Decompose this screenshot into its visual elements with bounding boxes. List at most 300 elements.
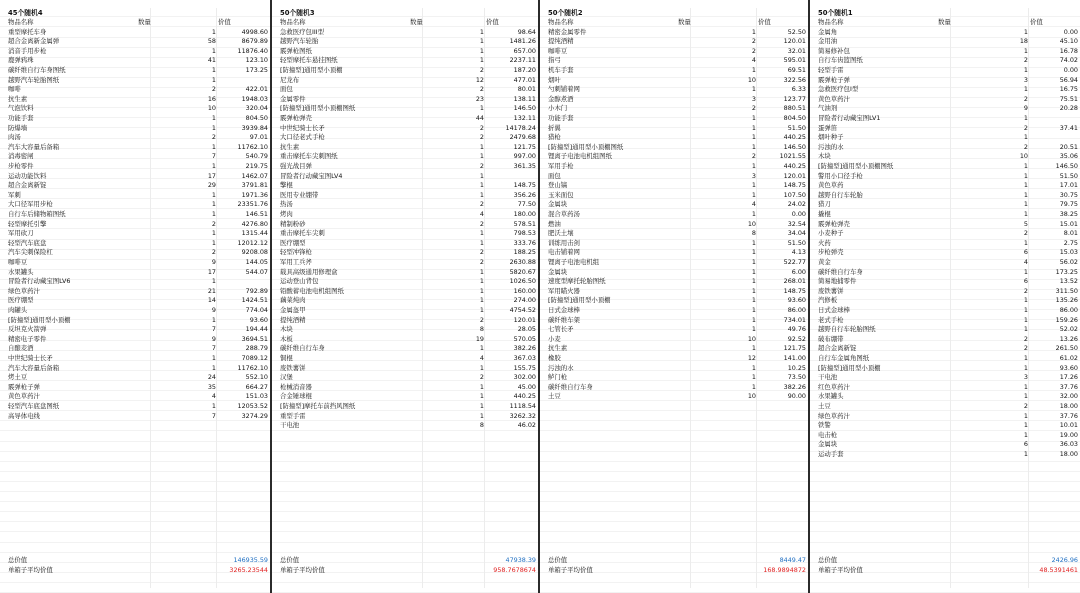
cell-value[interactable]: 2237.11: [509, 56, 536, 65]
cell-item-name[interactable]: 碳纤维自行车身: [818, 267, 863, 276]
cell-item-name[interactable]: 运动登山背包: [280, 277, 319, 286]
cell-item-name[interactable]: 黄金: [818, 258, 831, 266]
cell-value[interactable]: 382.26: [513, 344, 536, 353]
cell-quantity[interactable]: 2: [479, 133, 484, 142]
average-value[interactable]: 48.5391461: [1039, 566, 1078, 574]
cell-quantity[interactable]: 5: [1023, 219, 1028, 228]
cell-value[interactable]: 5820.67: [509, 267, 536, 276]
cell-quantity[interactable]: 1: [751, 238, 756, 247]
total-value[interactable]: 47938.39: [505, 556, 536, 564]
cell-quantity[interactable]: 44: [475, 114, 484, 122]
cell-item-name[interactable]: 自酿麦酒: [8, 344, 34, 353]
cell-value[interactable]: 120.01: [783, 171, 806, 180]
cell-value[interactable]: 544.07: [245, 267, 268, 276]
cell-value[interactable]: 80.01: [517, 85, 536, 94]
cell-quantity[interactable]: 1: [479, 56, 484, 65]
cell-item-name[interactable]: 重击摩托车尖刺图纸: [280, 152, 338, 161]
cell-item-name[interactable]: 军用工兵斧: [280, 258, 312, 266]
cell-item-name[interactable]: 擎棍: [280, 181, 293, 190]
cell-value[interactable]: 734.01: [783, 315, 806, 324]
cell-item-name[interactable]: 玉米面包: [548, 190, 574, 199]
cell-value[interactable]: 52.50: [787, 27, 806, 36]
cell-item-name[interactable]: [防撞型]摩托车前挡风图纸: [280, 402, 356, 410]
total-value[interactable]: 2426.96: [1051, 556, 1078, 564]
cell-quantity[interactable]: 1: [479, 171, 484, 180]
cell-quantity[interactable]: 2: [1023, 142, 1028, 151]
cell-item-name[interactable]: [防撞型]通用型小顶棚: [8, 315, 71, 324]
cell-value[interactable]: 173.25: [245, 66, 268, 74]
cell-quantity[interactable]: 1: [211, 123, 216, 132]
cell-item-name[interactable]: 自行车金属角图纸: [818, 354, 870, 362]
cell-value[interactable]: 997.00: [513, 152, 536, 161]
cell-value[interactable]: 51.50: [787, 238, 806, 247]
cell-quantity[interactable]: 8: [751, 229, 756, 238]
cell-value[interactable]: 11762.10: [237, 363, 268, 372]
cell-quantity[interactable]: 1: [751, 363, 756, 372]
cell-quantity[interactable]: 1: [1023, 421, 1028, 430]
cell-item-name[interactable]: 烤土豆: [8, 373, 28, 382]
cell-quantity[interactable]: 2: [479, 123, 484, 132]
cell-value[interactable]: 4276.80: [241, 219, 268, 228]
cell-quantity[interactable]: 1: [479, 277, 484, 286]
cell-quantity[interactable]: 2: [1023, 286, 1028, 295]
header-quantity[interactable]: 数量: [678, 18, 691, 26]
cell-quantity[interactable]: 2: [1023, 229, 1028, 238]
cell-value[interactable]: 1971.36: [241, 190, 268, 199]
cell-item-name[interactable]: 训练用击剑: [548, 238, 580, 247]
cell-item-name[interactable]: 七管长矛: [548, 325, 574, 334]
cell-item-name[interactable]: 霰弹枪子弹: [8, 382, 40, 391]
cell-quantity[interactable]: 1: [479, 267, 484, 276]
cell-quantity[interactable]: 2: [751, 46, 756, 55]
cell-quantity[interactable]: 1: [751, 123, 756, 132]
cell-item-name[interactable]: 碳纤维自行车身图纸: [8, 66, 66, 74]
header-value[interactable]: 价值: [1030, 18, 1043, 26]
cell-quantity[interactable]: 1: [479, 238, 484, 247]
cell-item-name[interactable]: 干电池: [818, 373, 838, 382]
cell-quantity[interactable]: 1: [1023, 296, 1028, 305]
cell-item-name[interactable]: 越野自行车轮胎: [818, 190, 863, 199]
cell-value[interactable]: 98.64: [517, 27, 536, 36]
cell-value[interactable]: 440.25: [513, 392, 536, 401]
cell-item-name[interactable]: 肉汤: [8, 133, 21, 142]
cell-quantity[interactable]: 2: [479, 315, 484, 324]
cell-quantity[interactable]: 2: [751, 104, 756, 113]
cell-value[interactable]: 155.75: [513, 363, 536, 372]
cell-quantity[interactable]: 2: [479, 85, 484, 94]
cell-quantity[interactable]: 9: [211, 306, 216, 314]
cell-value[interactable]: 160.00: [513, 286, 536, 295]
cell-value[interactable]: 477.01: [513, 75, 536, 84]
cell-quantity[interactable]: 1: [751, 133, 756, 142]
cell-quantity[interactable]: 1: [211, 229, 216, 238]
cell-item-name[interactable]: 破布绷带: [818, 334, 844, 343]
cell-value[interactable]: 302.00: [513, 373, 536, 382]
cell-value[interactable]: 664.27: [245, 382, 268, 391]
cell-quantity[interactable]: 7: [211, 411, 216, 420]
cell-quantity[interactable]: 1: [1023, 114, 1028, 122]
cell-value[interactable]: 97.01: [249, 133, 268, 142]
cell-value[interactable]: 159.26: [1055, 315, 1078, 324]
cell-quantity[interactable]: 1: [1023, 27, 1028, 36]
cell-item-name[interactable]: 轻型冲锋枪: [280, 248, 312, 257]
cell-item-name[interactable]: 水果罐头: [8, 267, 34, 276]
cell-value[interactable]: 75.51: [1059, 94, 1078, 103]
cell-quantity[interactable]: 1: [1023, 181, 1028, 190]
cell-item-name[interactable]: 越野汽车轮胎: [280, 37, 319, 46]
cell-quantity[interactable]: 1: [1023, 171, 1028, 180]
cell-quantity[interactable]: 2: [211, 133, 216, 142]
cell-value[interactable]: 1118.54: [509, 402, 536, 410]
cell-value[interactable]: 333.76: [513, 238, 536, 247]
header-item-name[interactable]: 物品名称: [8, 18, 34, 26]
cell-value[interactable]: 804.50: [783, 114, 806, 122]
cell-item-name[interactable]: 金属块: [548, 267, 568, 276]
cell-value[interactable]: 1315.44: [241, 229, 268, 238]
average-value[interactable]: 958.7678674: [493, 566, 536, 574]
cell-value[interactable]: 8679.89: [241, 37, 268, 46]
cell-value[interactable]: 2479.68: [509, 133, 536, 142]
cell-item-name[interactable]: 军用瞄火器: [548, 286, 580, 295]
cell-item-name[interactable]: 中世纪骑士长矛: [8, 354, 53, 362]
cell-quantity[interactable]: 2: [479, 373, 484, 382]
cell-quantity[interactable]: 1: [751, 277, 756, 286]
cell-quantity[interactable]: 35: [207, 382, 216, 391]
cell-quantity[interactable]: 1: [211, 200, 216, 209]
cell-item-name[interactable]: 步枪弹壳: [818, 248, 844, 257]
cell-quantity[interactable]: 8: [479, 325, 484, 334]
cell-quantity[interactable]: 1: [479, 27, 484, 36]
cell-item-name[interactable]: 精制粉砂: [280, 219, 306, 228]
cell-item-name[interactable]: 登山镐: [548, 181, 568, 190]
cell-quantity[interactable]: 2: [479, 162, 484, 170]
cell-quantity[interactable]: 4: [751, 200, 756, 209]
cell-quantity[interactable]: 2: [479, 258, 484, 266]
cell-quantity[interactable]: 1: [479, 363, 484, 372]
cell-item-name[interactable]: 强光战目弹: [280, 162, 312, 170]
total-value[interactable]: 8449.47: [779, 556, 806, 564]
cell-value[interactable]: 151.03: [245, 392, 268, 401]
cell-item-name[interactable]: 气油剂: [818, 104, 838, 113]
cell-value[interactable]: 17.26: [1059, 373, 1078, 382]
cell-quantity[interactable]: 1: [479, 344, 484, 353]
cell-value[interactable]: 121.75: [513, 142, 536, 151]
cell-quantity[interactable]: 1: [1023, 210, 1028, 218]
total-label[interactable]: 总价值: [818, 556, 838, 564]
cell-quantity[interactable]: 1: [479, 46, 484, 55]
cell-item-name[interactable]: 红色草药汁: [818, 382, 850, 391]
cell-quantity[interactable]: 1: [211, 363, 216, 372]
cell-value[interactable]: 107.50: [783, 190, 806, 199]
cell-value[interactable]: 51.50: [787, 123, 806, 132]
cell-item-name[interactable]: 土豆: [818, 402, 831, 410]
cell-value[interactable]: 15.03: [1059, 248, 1078, 257]
cell-value[interactable]: 56.02: [1059, 258, 1078, 266]
cell-value[interactable]: 1462.07: [241, 171, 268, 180]
cell-item-name[interactable]: 军用砍刀: [8, 229, 34, 238]
cell-item-name[interactable]: 废铁薯饼: [280, 363, 306, 372]
cell-value[interactable]: 19.00: [1059, 430, 1078, 439]
cell-item-name[interactable]: 肥沃土壤: [548, 229, 574, 238]
cell-item-name[interactable]: 轻型汽车底盘图纸: [8, 402, 60, 410]
cell-quantity[interactable]: 1: [479, 392, 484, 401]
cell-item-name[interactable]: 绿色草药汁: [818, 411, 850, 420]
cell-item-name[interactable]: 黄色草药汁: [818, 94, 850, 103]
cell-item-name[interactable]: [防撞型]通用型小顶棚: [280, 66, 343, 74]
cell-value[interactable]: 37.41: [1059, 123, 1078, 132]
cell-quantity[interactable]: 1: [1023, 411, 1028, 420]
cell-item-name[interactable]: 霰弹枪弹壳: [818, 219, 850, 228]
cell-quantity[interactable]: 4: [751, 56, 756, 65]
cell-value[interactable]: 146.50: [783, 142, 806, 151]
cell-quantity[interactable]: 7: [211, 152, 216, 161]
cell-value[interactable]: 9208.08: [241, 248, 268, 257]
cell-quantity[interactable]: 6: [1023, 277, 1028, 286]
cell-quantity[interactable]: 16: [207, 94, 216, 103]
cell-quantity[interactable]: 1: [479, 104, 484, 113]
cell-item-name[interactable]: 咖啡豆: [548, 46, 568, 55]
cell-quantity[interactable]: 14: [207, 296, 216, 305]
cell-quantity[interactable]: 1: [1023, 430, 1028, 439]
cell-quantity[interactable]: 1: [751, 344, 756, 353]
cell-quantity[interactable]: 2: [1023, 344, 1028, 353]
cell-value[interactable]: 1021.55: [779, 152, 806, 161]
cell-item-name[interactable]: 撬棍: [818, 210, 831, 218]
cell-quantity[interactable]: 1: [751, 373, 756, 382]
cell-value[interactable]: 3262.32: [509, 411, 536, 420]
cell-value[interactable]: 148.75: [783, 286, 806, 295]
cell-item-name[interactable]: 鹿弹鸦珠: [8, 56, 34, 65]
cell-quantity[interactable]: 2: [1023, 123, 1028, 132]
cell-item-name[interactable]: 霰弹枪子弹: [818, 75, 850, 84]
cell-value[interactable]: 135.26: [1055, 296, 1078, 305]
cell-quantity[interactable]: 1: [479, 190, 484, 199]
cell-value[interactable]: 11762.10: [237, 142, 268, 151]
cell-value[interactable]: 356.26: [513, 190, 536, 199]
cell-item-name[interactable]: 肉罐头: [8, 306, 28, 314]
cell-value[interactable]: 86.00: [787, 306, 806, 314]
cell-quantity[interactable]: 10: [207, 104, 216, 113]
cell-value[interactable]: 219.75: [245, 162, 268, 170]
cell-value[interactable]: 37.76: [1059, 382, 1078, 391]
cell-value[interactable]: 148.75: [513, 181, 536, 190]
cell-item-name[interactable]: 咖啡豆: [8, 258, 28, 266]
cell-value[interactable]: 8.01: [1063, 229, 1078, 238]
cell-value[interactable]: 77.50: [517, 200, 536, 209]
cell-quantity[interactable]: 3: [751, 171, 756, 180]
cell-quantity[interactable]: 2: [1023, 402, 1028, 410]
cell-quantity[interactable]: 3: [751, 94, 756, 103]
cell-item-name[interactable]: 绿色草药汁: [8, 286, 40, 295]
cell-item-name[interactable]: 霰弹枪图纸: [280, 46, 312, 55]
cell-quantity[interactable]: 2: [1023, 94, 1028, 103]
cell-value[interactable]: 38.25: [1059, 210, 1078, 218]
cell-quantity[interactable]: 1: [479, 142, 484, 151]
cell-quantity[interactable]: 1: [1023, 200, 1028, 209]
cell-quantity[interactable]: 1: [1023, 190, 1028, 199]
cell-quantity[interactable]: 1: [1023, 46, 1028, 55]
cell-value[interactable]: 74.02: [1059, 56, 1078, 65]
cell-value[interactable]: 0.00: [1063, 66, 1078, 74]
cell-quantity[interactable]: 1: [211, 46, 216, 55]
cell-value[interactable]: 570.05: [513, 334, 536, 343]
cell-quantity[interactable]: 3: [1023, 373, 1028, 382]
cell-value[interactable]: 93.60: [249, 315, 268, 324]
cell-item-name[interactable]: 步枪零件: [8, 162, 34, 170]
total-label[interactable]: 总价值: [280, 556, 300, 564]
cell-value[interactable]: 146.50: [1055, 162, 1078, 170]
cell-item-name[interactable]: [防撞型]通用型小顶棚: [548, 296, 611, 305]
cell-item-name[interactable]: 铁警: [818, 421, 831, 430]
cell-value[interactable]: 13.26: [1059, 334, 1078, 343]
cell-value[interactable]: 3694.51: [241, 334, 268, 343]
cell-item-name[interactable]: 碳纤维自行车身: [548, 382, 593, 391]
cell-value[interactable]: 17.01: [1059, 181, 1078, 190]
cell-value[interactable]: 24.02: [787, 200, 806, 209]
cell-item-name[interactable]: 烟叶种子: [818, 133, 844, 142]
cell-item-name[interactable]: 军刺: [8, 190, 21, 199]
cell-value[interactable]: 188.25: [513, 248, 536, 257]
cell-quantity[interactable]: 1: [751, 306, 756, 314]
cell-value[interactable]: 367.03: [513, 354, 536, 362]
cell-value[interactable]: 123.10: [245, 56, 268, 65]
cell-item-name[interactable]: 合金锤球棍: [280, 392, 312, 401]
cell-value[interactable]: 268.01: [783, 277, 806, 286]
cell-item-name[interactable]: 小麦种子: [818, 229, 844, 238]
cell-item-name[interactable]: 汉堡: [280, 373, 293, 382]
cell-item-name[interactable]: 中世纪骑士长矛: [280, 123, 325, 132]
cell-value[interactable]: 792.89: [245, 286, 268, 295]
cell-item-name[interactable]: 自行车后储物箱图纸: [8, 210, 66, 218]
cell-value[interactable]: 146.51: [245, 210, 268, 218]
cell-value[interactable]: 36.03: [1059, 440, 1078, 449]
cell-item-name[interactable]: 干电池: [280, 421, 300, 430]
cell-value[interactable]: 146.50: [513, 104, 536, 113]
cell-quantity[interactable]: 1: [211, 210, 216, 218]
cell-quantity[interactable]: 10: [1019, 152, 1028, 161]
cell-value[interactable]: 14178.24: [505, 123, 536, 132]
cell-item-name[interactable]: 精密电子零件: [8, 334, 47, 343]
cell-value[interactable]: 540.79: [245, 152, 268, 161]
cell-item-name[interactable]: 废铁薯饼: [818, 286, 844, 295]
cell-item-name[interactable]: 猎枪: [548, 133, 561, 142]
cell-item-name[interactable]: 急救医疗包I型: [818, 85, 859, 94]
cell-item-name[interactable]: 小木门: [548, 104, 568, 113]
table-title[interactable]: 50个随机2: [548, 9, 583, 18]
cell-value[interactable]: 120.01: [513, 315, 536, 324]
cell-item-name[interactable]: 燃油: [548, 219, 561, 228]
cell-item-name[interactable]: 医用专业绷带: [280, 190, 319, 199]
cell-quantity[interactable]: 1: [1023, 363, 1028, 372]
cell-item-name[interactable]: 鲈门枪: [548, 373, 568, 382]
cell-value[interactable]: 93.60: [1059, 363, 1078, 372]
cell-value[interactable]: 288.79: [245, 344, 268, 353]
cell-value[interactable]: 3939.84: [241, 123, 268, 132]
cell-quantity[interactable]: 9: [211, 334, 216, 343]
cell-item-name[interactable]: 医疗绷型: [280, 238, 306, 247]
cell-value[interactable]: 45.10: [1059, 37, 1078, 46]
cell-value[interactable]: 187.20: [513, 66, 536, 74]
cell-item-name[interactable]: 轻型汽车底盘: [8, 238, 47, 247]
cell-quantity[interactable]: 1: [211, 162, 216, 170]
cell-value[interactable]: 73.50: [787, 373, 806, 382]
table-title[interactable]: 50个随机1: [818, 9, 853, 18]
cell-quantity[interactable]: 1: [751, 296, 756, 305]
cell-value[interactable]: 3274.29: [241, 411, 268, 420]
cell-item-name[interactable]: 高导体电线: [8, 411, 40, 420]
cell-quantity[interactable]: 2: [479, 248, 484, 257]
cell-value[interactable]: 144.05: [245, 258, 268, 266]
cell-value[interactable]: 880.51: [783, 104, 806, 113]
cell-quantity[interactable]: 4: [479, 354, 484, 362]
cell-quantity[interactable]: 7: [211, 344, 216, 353]
cell-item-name[interactable]: 尼龙布: [280, 75, 300, 84]
cell-item-name[interactable]: [防撞型]通用型小顶棚: [818, 363, 881, 372]
cell-value[interactable]: 0.00: [791, 210, 806, 218]
cell-quantity[interactable]: 2: [751, 152, 756, 161]
cell-quantity[interactable]: 1: [211, 75, 216, 84]
cell-item-name[interactable]: 机车手套: [548, 66, 574, 74]
cell-value[interactable]: 56.94: [1059, 75, 1078, 84]
cell-item-name[interactable]: 消毒密闸: [8, 152, 34, 161]
cell-value[interactable]: 92.52: [787, 334, 806, 343]
cell-item-name[interactable]: 枪械消音器: [280, 382, 312, 391]
cell-quantity[interactable]: 1: [479, 37, 484, 46]
cell-item-name[interactable]: [防撞型]通用型小顶棚图纸: [818, 162, 894, 170]
cell-value[interactable]: 20.28: [1059, 104, 1078, 113]
cell-item-name[interactable]: 警用小口径手枪: [818, 171, 863, 180]
cell-quantity[interactable]: 1: [1023, 85, 1028, 94]
header-item-name[interactable]: 物品名称: [818, 18, 844, 26]
cell-item-name[interactable]: 抗生素: [8, 94, 28, 103]
cell-quantity[interactable]: 1: [1023, 267, 1028, 276]
cell-value[interactable]: 440.25: [783, 133, 806, 142]
cell-value[interactable]: 69.51: [787, 66, 806, 74]
cell-quantity[interactable]: 1: [1023, 325, 1028, 334]
cell-quantity[interactable]: 1: [751, 267, 756, 276]
cell-item-name[interactable]: [防撞型]通用型小顶棚图纸: [548, 142, 624, 151]
header-value[interactable]: 价值: [758, 18, 771, 26]
cell-quantity[interactable]: 29: [207, 181, 216, 190]
cell-value[interactable]: 274.00: [513, 296, 536, 305]
cell-item-name[interactable]: 大口径军用步枪: [8, 200, 53, 209]
cell-item-name[interactable]: 烤肉: [280, 210, 293, 218]
cell-value[interactable]: 93.60: [787, 296, 806, 305]
cell-value[interactable]: 578.51: [513, 219, 536, 228]
cell-quantity[interactable]: 2: [211, 85, 216, 94]
cell-item-name[interactable]: 消音手用步枪: [8, 46, 47, 55]
cell-item-name[interactable]: 运动功能饮料: [8, 171, 47, 180]
cell-quantity[interactable]: 17: [207, 171, 216, 180]
header-quantity[interactable]: 数量: [138, 18, 151, 26]
cell-quantity[interactable]: 1: [751, 258, 756, 266]
cell-item-name[interactable]: 碳纤维自行车身: [280, 344, 325, 353]
cell-quantity[interactable]: 1: [1023, 133, 1028, 142]
cell-quantity[interactable]: 1: [751, 142, 756, 151]
cell-item-name[interactable]: 锂离子电池电机组图纸: [548, 152, 612, 161]
cell-value[interactable]: 10.25: [787, 363, 806, 372]
cell-quantity[interactable]: 1: [1023, 66, 1028, 74]
cell-quantity[interactable]: 1: [1023, 306, 1028, 314]
cell-quantity[interactable]: 1: [751, 162, 756, 170]
cell-item-name[interactable]: [防撞型]通用型小顶棚图纸: [280, 104, 356, 113]
cell-value[interactable]: 173.25: [1055, 267, 1078, 276]
cell-quantity[interactable]: 1: [479, 306, 484, 314]
cell-value[interactable]: 16.75: [1059, 85, 1078, 94]
cell-item-name[interactable]: 小麦: [548, 334, 561, 343]
cell-item-name[interactable]: 冒险者行动藏宝图LV1: [818, 114, 881, 122]
cell-value[interactable]: 552.10: [245, 373, 268, 382]
